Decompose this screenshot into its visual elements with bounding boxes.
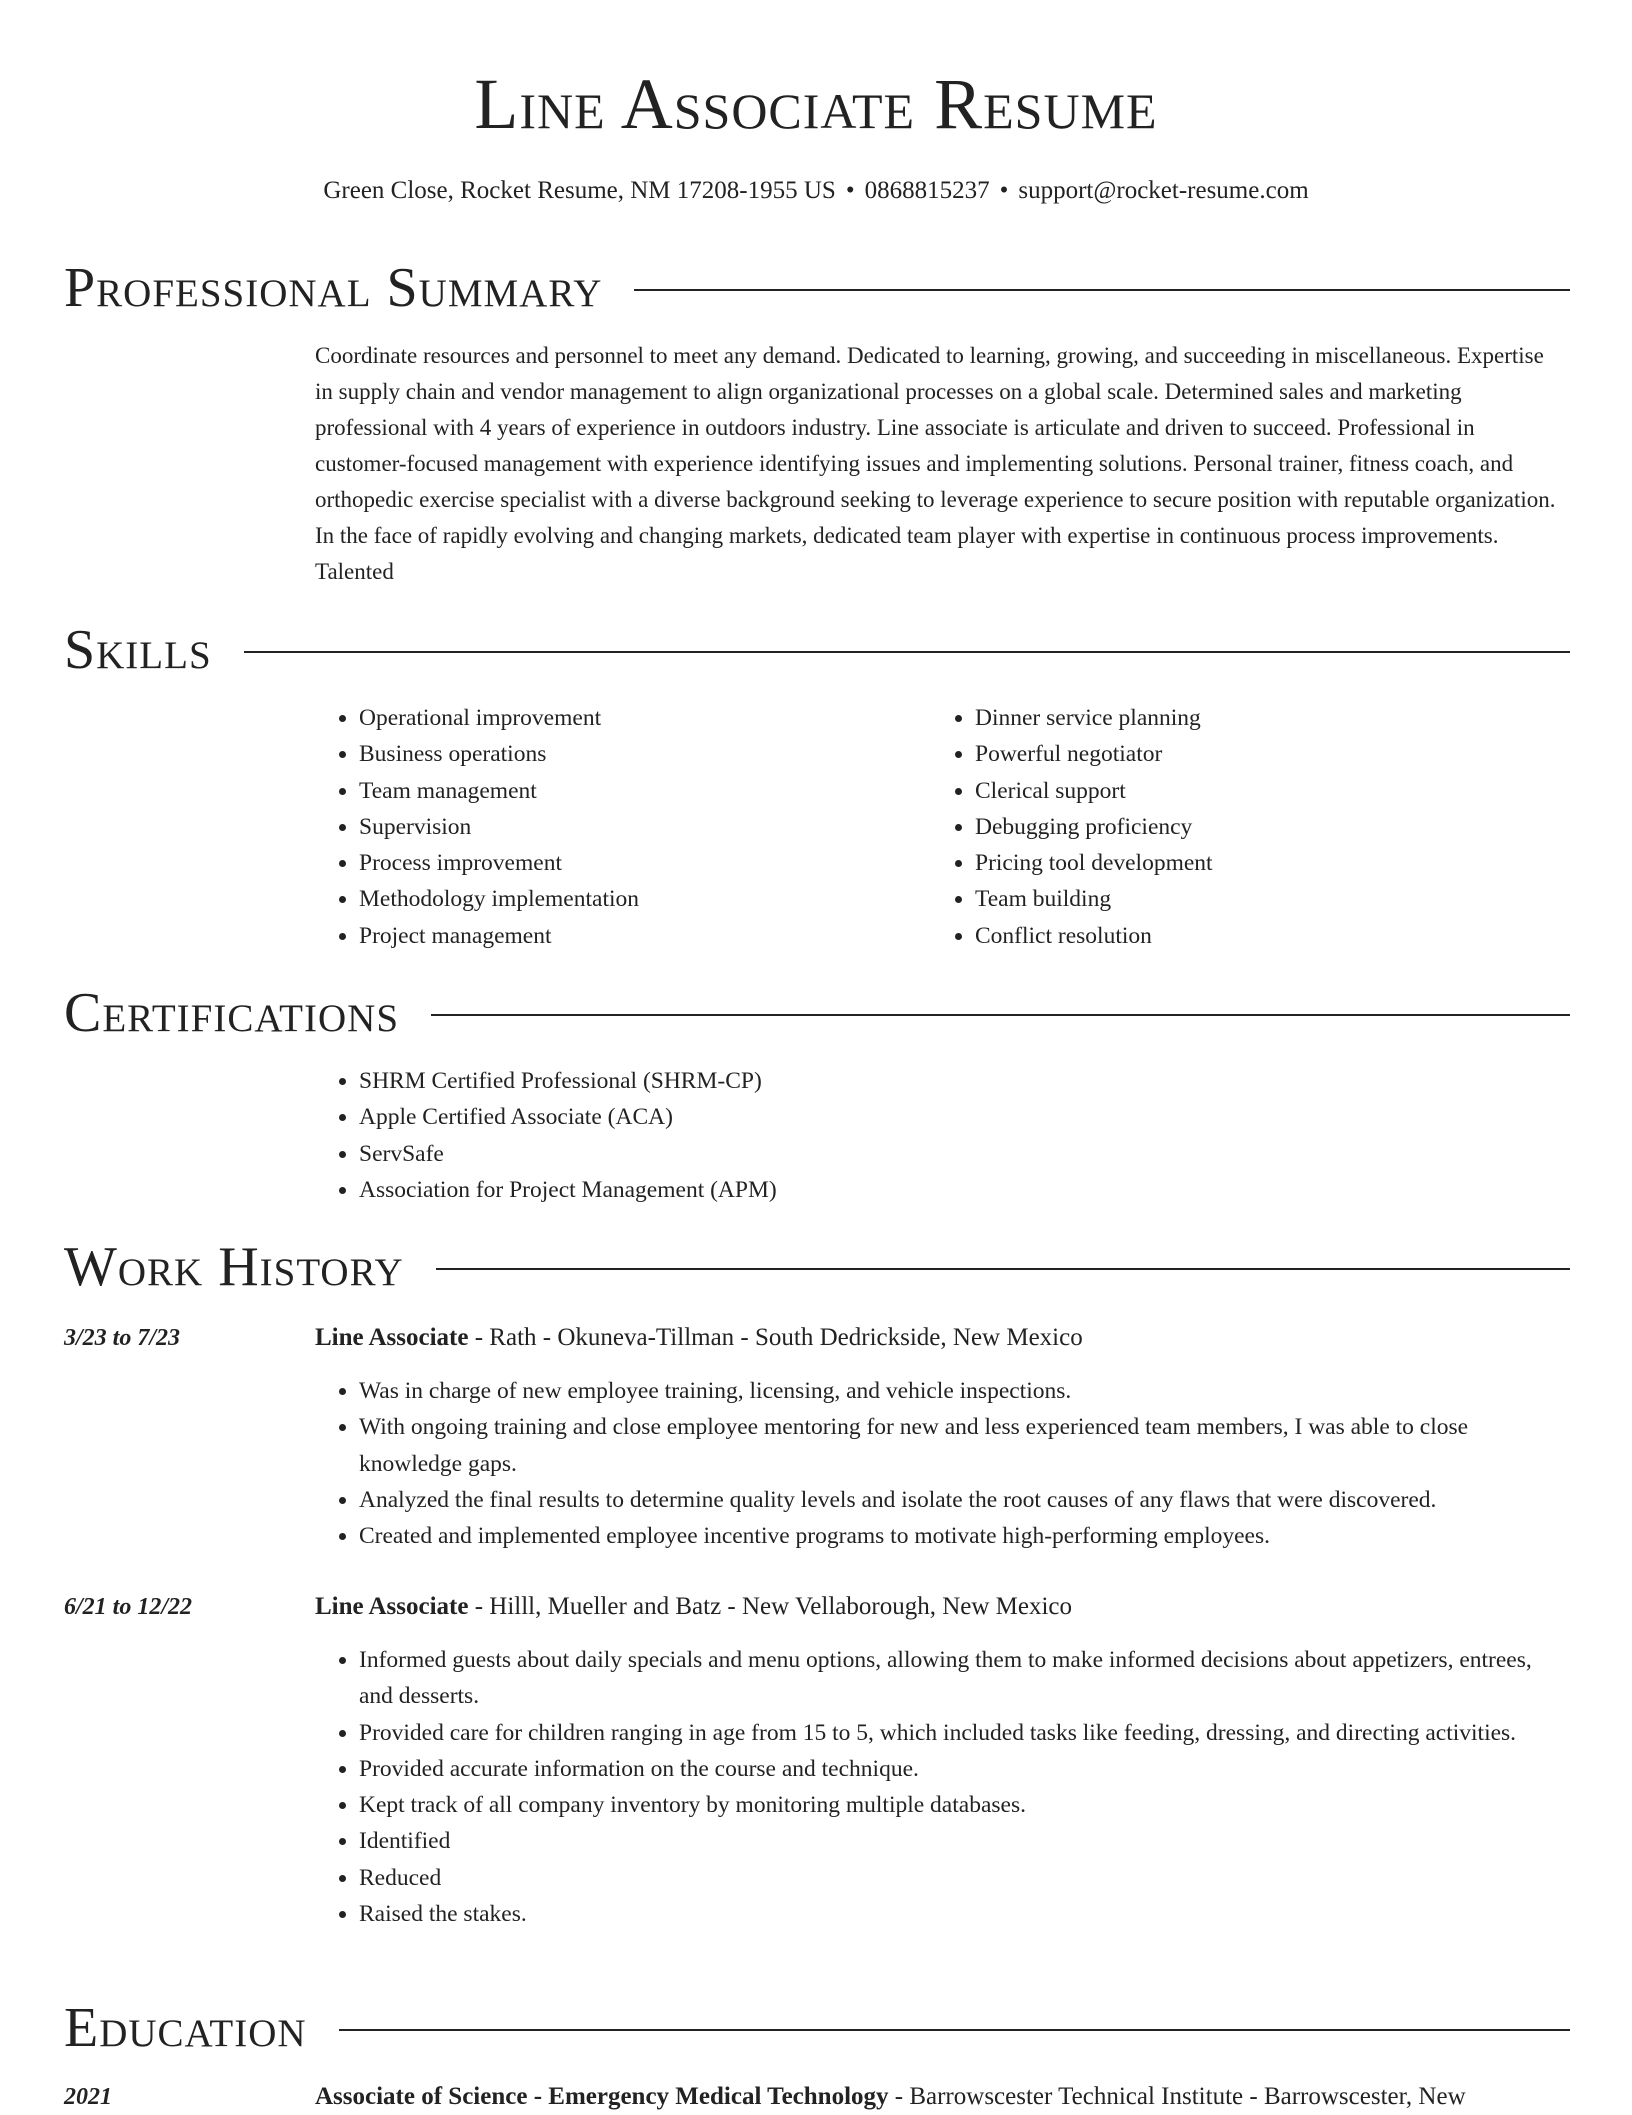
job-bullets xyxy=(315,1642,1567,1932)
section-rule xyxy=(431,1014,1570,1016)
education-year: 2021 xyxy=(64,2084,112,2110)
job-details: - Hilll, Mueller and Batz - New Vellaborough, New Mexico xyxy=(468,1593,1073,1620)
degree: Associate of Science - Emergency Medical Technology xyxy=(315,2083,889,2110)
section-rule xyxy=(244,651,1570,653)
job-title: Line Associate xyxy=(315,1324,469,1351)
email: support@rocket-resume.com xyxy=(1018,177,1309,204)
job-dates: 3/23 to 7/23 xyxy=(64,1325,181,1351)
skill-item: • Team building xyxy=(975,881,1575,917)
job-bullet: • Identified xyxy=(359,1823,1567,1859)
certifications-heading xyxy=(64,981,1570,1045)
section-rule xyxy=(339,2029,1570,2031)
certification-item: • SHRM Certified Professional (SHRM-CP) xyxy=(359,1063,1567,1099)
certification-item: • Apple Certified Associate (ACA) xyxy=(359,1099,1567,1135)
job-bullets xyxy=(315,1373,1567,1554)
skill-item: • Business operations xyxy=(359,736,919,772)
skills-list-left xyxy=(315,700,919,954)
separator: • xyxy=(999,177,1009,204)
education-heading xyxy=(64,1996,1570,2060)
skill-item: • Clerical support xyxy=(975,773,1575,809)
skill-item: • Team management xyxy=(359,773,919,809)
certification-item: • ServSafe xyxy=(359,1136,1567,1172)
work-heading xyxy=(64,1235,1570,1299)
section-title: Skills xyxy=(64,619,212,681)
job-bullet: • Created and implemented employee incentive programs to motivate high-performing employees. xyxy=(359,1518,1567,1554)
section-title: Work History xyxy=(64,1236,404,1298)
job-heading xyxy=(315,1589,1567,1625)
job-bullet: • Kept track of all company inventory by monitoring multiple databases. xyxy=(359,1787,1567,1823)
section-title: Education xyxy=(64,1997,307,2059)
job-bullet: • Analyzed the final results to determine quality levels and isolate the root causes of any flaws that were discovered. xyxy=(359,1482,1567,1518)
job-details: - Rath - Okuneva-Tillman - South Dedrickside, New Mexico xyxy=(468,1324,1083,1351)
resume-title: Line Associate Resume xyxy=(474,64,1158,144)
skill-item: • Operational improvement xyxy=(359,700,919,736)
separator: • xyxy=(845,177,855,204)
job-bullet: • Was in charge of new employee training, licensing, and vehicle inspections. xyxy=(359,1373,1567,1409)
job-bullet: • Raised the stakes. xyxy=(359,1896,1567,1932)
skill-item: • Methodology implementation xyxy=(359,881,919,917)
education-details: - Barrowscester Technical Institute - Barrowscester, New xyxy=(888,2083,1466,2110)
section-title: Certifications xyxy=(64,982,400,1044)
section-title: Professional Summary xyxy=(64,257,603,319)
skill-item: • Powerful negotiator xyxy=(975,736,1575,772)
address: Green Close, Rocket Resume, NM 17208-1955 US xyxy=(323,177,836,204)
skill-item: • Dinner service planning xyxy=(975,700,1575,736)
skill-item: • Supervision xyxy=(359,809,919,845)
skill-item: • Project management xyxy=(359,918,919,954)
skill-item: • Conflict resolution xyxy=(975,918,1575,954)
certification-item: • Association for Project Management (APM) xyxy=(359,1172,1567,1208)
contact-line xyxy=(0,174,1632,208)
job-bullet: • Informed guests about daily specials and menu options, allowing them to make informed decisions about appetizers, entrees, and desserts. xyxy=(359,1642,1567,1715)
job-bullet: • Provided accurate information on the course and technique. xyxy=(359,1751,1567,1787)
section-rule xyxy=(634,289,1570,291)
skill-item: • Debugging proficiency xyxy=(975,809,1575,845)
education-heading-line xyxy=(315,2079,1567,2115)
section-rule xyxy=(436,1268,1570,1270)
job-bullet: • Reduced xyxy=(359,1860,1567,1896)
summary-heading xyxy=(64,256,1570,320)
skill-item: • Process improvement xyxy=(359,845,919,881)
summary-text: Coordinate resources and personnel to meet any demand. Dedicated to learning, growing, and succeeding in miscellaneous. Expertise in supply chain and vendor management to align organizational processes on a global scale. Determined sales and marketing professional with 4 years of experience in outdoors industry. Line associate is articulate and driven to succeed. Professional in customer-focused management with experience identifying issues and implementing solutions. Personal trainer, fitness coach, and orthopedic exercise specialist with a diverse background seeking to leverage experience to secure position with reputable organization. In the face of rapidly evolving and changing markets, dedicated team player with expertise in continuous process improvements. Talented xyxy=(315,343,1556,584)
skills-heading xyxy=(64,618,1570,682)
certifications-list xyxy=(315,1063,1567,1208)
job-dates: 6/21 to 12/22 xyxy=(64,1594,193,1620)
job-bullet: • Provided care for children ranging in age from 15 to 5, which included tasks like feeding, dressing, and directing activities. xyxy=(359,1715,1567,1751)
job-bullet: • With ongoing training and close employee mentoring for new and less experienced team members, I was able to close knowledge gaps. xyxy=(359,1409,1567,1482)
phone: 0868815237 xyxy=(864,177,990,204)
job-title: Line Associate xyxy=(315,1593,469,1620)
skill-item: • Pricing tool development xyxy=(975,845,1575,881)
skills-list-right xyxy=(931,700,1575,954)
job-heading xyxy=(315,1320,1567,1356)
